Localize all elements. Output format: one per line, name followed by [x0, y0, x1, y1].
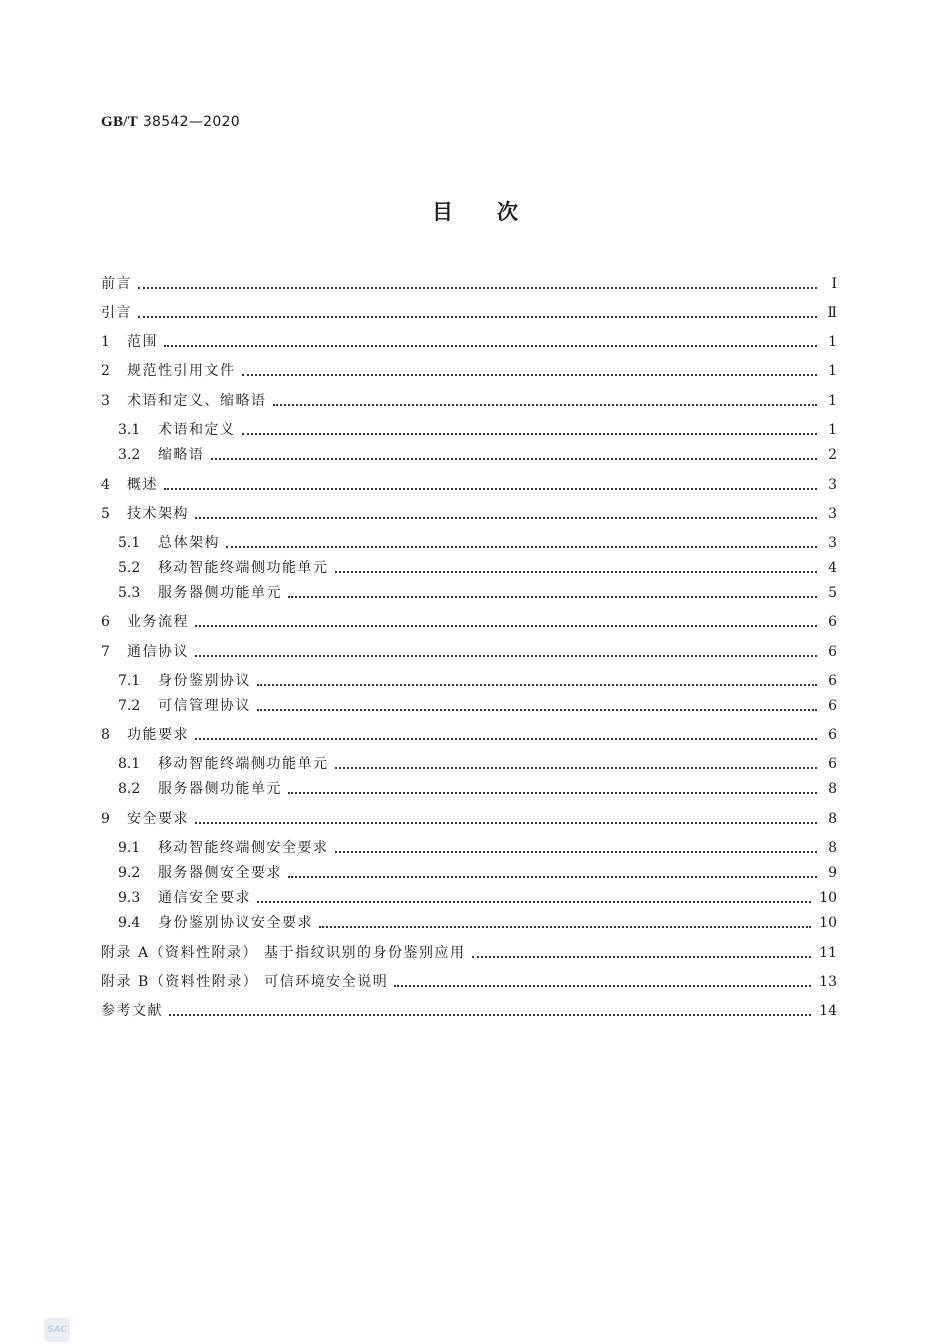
toc-entry-label: 身份鉴别协议: [158, 673, 251, 689]
toc-dot-leader: [257, 709, 817, 711]
toc-entry-label: 缩略语: [158, 447, 205, 463]
toc-entry[interactable]: [101, 1001, 837, 1021]
toc-entry-label: 功能要求: [127, 727, 189, 743]
toc-entry-page: Ⅰ: [831, 276, 837, 292]
toc-dot-leader: [195, 822, 817, 824]
toc-entry-page: 6: [828, 727, 837, 743]
toc-entry-label: 服务器侧功能单元: [158, 781, 282, 797]
toc-dot-leader: [169, 1014, 811, 1016]
toc-entry-page: 1: [828, 363, 837, 379]
toc-entry-label: 身份鉴别协议安全要求: [158, 915, 313, 931]
toc-dot-leader: [138, 287, 817, 289]
toc-entry-page: 3: [828, 535, 837, 551]
toc-entry-label: 范围: [127, 334, 158, 350]
toc-entry-number: 9.3: [118, 890, 141, 906]
toc-entry[interactable]: [118, 913, 837, 933]
toc-entry-page: 1: [828, 422, 837, 438]
toc-entry-label: 技术架构: [127, 506, 189, 522]
toc-entry[interactable]: [101, 391, 837, 411]
toc-entry[interactable]: [118, 671, 837, 691]
toc-entry-label: 通信协议: [127, 644, 189, 660]
toc-entry-number: 3.2: [118, 447, 141, 463]
toc-entry-label: 移动智能终端侧功能单元: [158, 756, 329, 772]
toc-entry[interactable]: [118, 420, 837, 440]
toc-entry[interactable]: [118, 888, 837, 908]
toc-dot-leader: [394, 985, 811, 987]
toc-entry-page: 5: [828, 585, 837, 601]
toc-entry-number: 1: [101, 334, 110, 350]
toc-dot-leader: [335, 571, 818, 573]
toc-dot-leader: [195, 738, 817, 740]
toc-entry-label: 前言: [101, 276, 132, 292]
toc-entry[interactable]: [101, 332, 837, 352]
toc-entry-page: 3: [828, 477, 837, 493]
toc-entry-number: 7: [101, 644, 110, 660]
toc-entry-label: 引言: [101, 305, 132, 321]
toc-entry[interactable]: [101, 725, 837, 745]
toc-entry-page: 10: [819, 890, 837, 906]
toc-entry[interactable]: [118, 779, 837, 799]
toc-entry-page: 4: [828, 560, 837, 576]
standard-code: [101, 114, 240, 131]
toc-entry-number: 7.2: [118, 698, 141, 714]
toc-entry-label: 通信安全要求: [158, 890, 251, 906]
toc-entry-number: 9.1: [118, 840, 141, 856]
toc-entry-page: 11: [819, 945, 837, 961]
toc-dot-leader: [335, 767, 818, 769]
toc-dot-leader: [138, 316, 817, 318]
toc-entry-label: 规范性引用文件: [127, 363, 236, 379]
toc-entry[interactable]: [101, 972, 837, 992]
toc-entry[interactable]: [101, 943, 837, 963]
toc-entry[interactable]: [101, 809, 837, 829]
toc-dot-leader: [288, 792, 817, 794]
toc-entry-label: 业务流程: [127, 614, 189, 630]
toc-entry-label: 术语和定义、缩略语: [127, 393, 267, 409]
standard-code-number: 38542—2020: [142, 114, 240, 130]
toc-entry[interactable]: [101, 303, 837, 323]
toc-entry-page: 3: [828, 506, 837, 522]
toc-dot-leader: [211, 458, 818, 460]
toc-entry-page: 10: [819, 915, 837, 931]
toc-dot-leader: [335, 851, 818, 853]
toc-entry-number: 9.2: [118, 865, 141, 881]
toc-dot-leader: [242, 374, 818, 376]
toc-entry[interactable]: [101, 612, 837, 632]
toc-entry-page: 8: [828, 781, 837, 797]
toc-entry-label: 可信管理协议: [158, 698, 251, 714]
toc-dot-leader: [164, 488, 817, 490]
toc-entry-number: 2: [101, 363, 110, 379]
toc-dot-leader: [226, 546, 817, 548]
toc-entry-number: 5: [101, 506, 110, 522]
toc-dot-leader: [257, 684, 817, 686]
toc-entry-page: 14: [819, 1003, 837, 1019]
toc-entry-page: 6: [828, 644, 837, 660]
toc-entry-number: 6: [101, 614, 110, 630]
toc-entry[interactable]: [118, 558, 837, 578]
toc-dot-leader: [164, 345, 817, 347]
toc-entry-page: 6: [828, 673, 837, 689]
toc-entry-label: 概述: [127, 477, 158, 493]
toc-entry-label: 附录 B（资料性附录） 可信环境安全说明: [101, 974, 389, 990]
toc-entry-label: 服务器侧功能单元: [158, 585, 282, 601]
toc-dot-leader: [288, 596, 817, 598]
toc-entry-label: 安全要求: [127, 811, 189, 827]
page-title-char-2: 次: [497, 200, 518, 224]
toc-entry-label: 服务器侧安全要求: [158, 865, 282, 881]
toc-entry-page: 6: [828, 698, 837, 714]
toc-dot-leader: [288, 876, 817, 878]
toc-entry-page: 9: [828, 865, 837, 881]
toc-entry-label: 术语和定义: [158, 422, 236, 438]
sac-logo-icon: [44, 1318, 70, 1342]
toc-entry-page: 1: [828, 393, 837, 409]
toc-dot-leader: [273, 404, 818, 406]
toc-entry-page: 1: [828, 334, 837, 350]
toc-entry-number: 5.2: [118, 560, 141, 576]
toc-entry-label: 总体架构: [158, 535, 220, 551]
toc-entry-label: 移动智能终端侧安全要求: [158, 840, 329, 856]
toc-entry[interactable]: [118, 533, 837, 553]
toc-dot-leader: [195, 517, 817, 519]
toc-entry[interactable]: [118, 445, 837, 465]
toc-entry-number: 5.1: [118, 535, 141, 551]
toc-entry-number: 3.1: [118, 422, 141, 438]
toc-entry[interactable]: [118, 583, 837, 603]
toc-entry[interactable]: [118, 696, 837, 716]
toc-entry[interactable]: [118, 863, 837, 883]
toc-entry-number: 4: [101, 477, 110, 493]
toc-entry[interactable]: [101, 361, 837, 381]
toc-entry-page: 6: [828, 614, 837, 630]
toc-entry-number: 9: [101, 811, 110, 827]
standard-code-prefix: GB/T: [101, 114, 139, 130]
sac-logo-text: SAC: [47, 1325, 67, 1335]
toc-entry-label: 移动智能终端侧功能单元: [158, 560, 329, 576]
toc-dot-leader: [257, 901, 811, 903]
toc-dot-leader: [195, 625, 817, 627]
toc-entry-number: 3: [101, 393, 110, 409]
toc-entry[interactable]: [118, 754, 837, 774]
toc-dot-leader: [195, 655, 817, 657]
toc-entry-page: 2: [828, 447, 837, 463]
toc-dot-leader: [242, 433, 818, 435]
toc-dot-leader: [472, 956, 812, 958]
toc-entry-page: 6: [828, 756, 837, 772]
toc-entry-page: 13: [819, 974, 837, 990]
toc-entry-label: 附录 A（资料性附录） 基于指纹识别的身份鉴别应用: [101, 945, 466, 961]
page-title-char-1: 目: [432, 200, 453, 224]
toc-entry-page: 8: [828, 840, 837, 856]
toc-dot-leader: [319, 926, 811, 928]
toc-entry[interactable]: [101, 274, 837, 294]
toc-entry-number: 7.1: [118, 673, 141, 689]
toc-entry-number: 5.3: [118, 585, 141, 601]
toc-entry[interactable]: [101, 504, 837, 524]
toc-entry[interactable]: [118, 838, 837, 858]
toc-entry-number: 8.2: [118, 781, 141, 797]
toc-entry-number: 9.4: [118, 915, 141, 931]
toc-entry-label: 参考文献: [101, 1003, 163, 1019]
toc-entry[interactable]: [101, 475, 837, 495]
toc-entry[interactable]: [101, 642, 837, 662]
toc-entry-page: Ⅱ: [827, 305, 837, 321]
toc-entry-number: 8: [101, 727, 110, 743]
toc-entry-number: 8.1: [118, 756, 141, 772]
toc-entry-page: 8: [828, 811, 837, 827]
page-title: [0, 196, 950, 226]
